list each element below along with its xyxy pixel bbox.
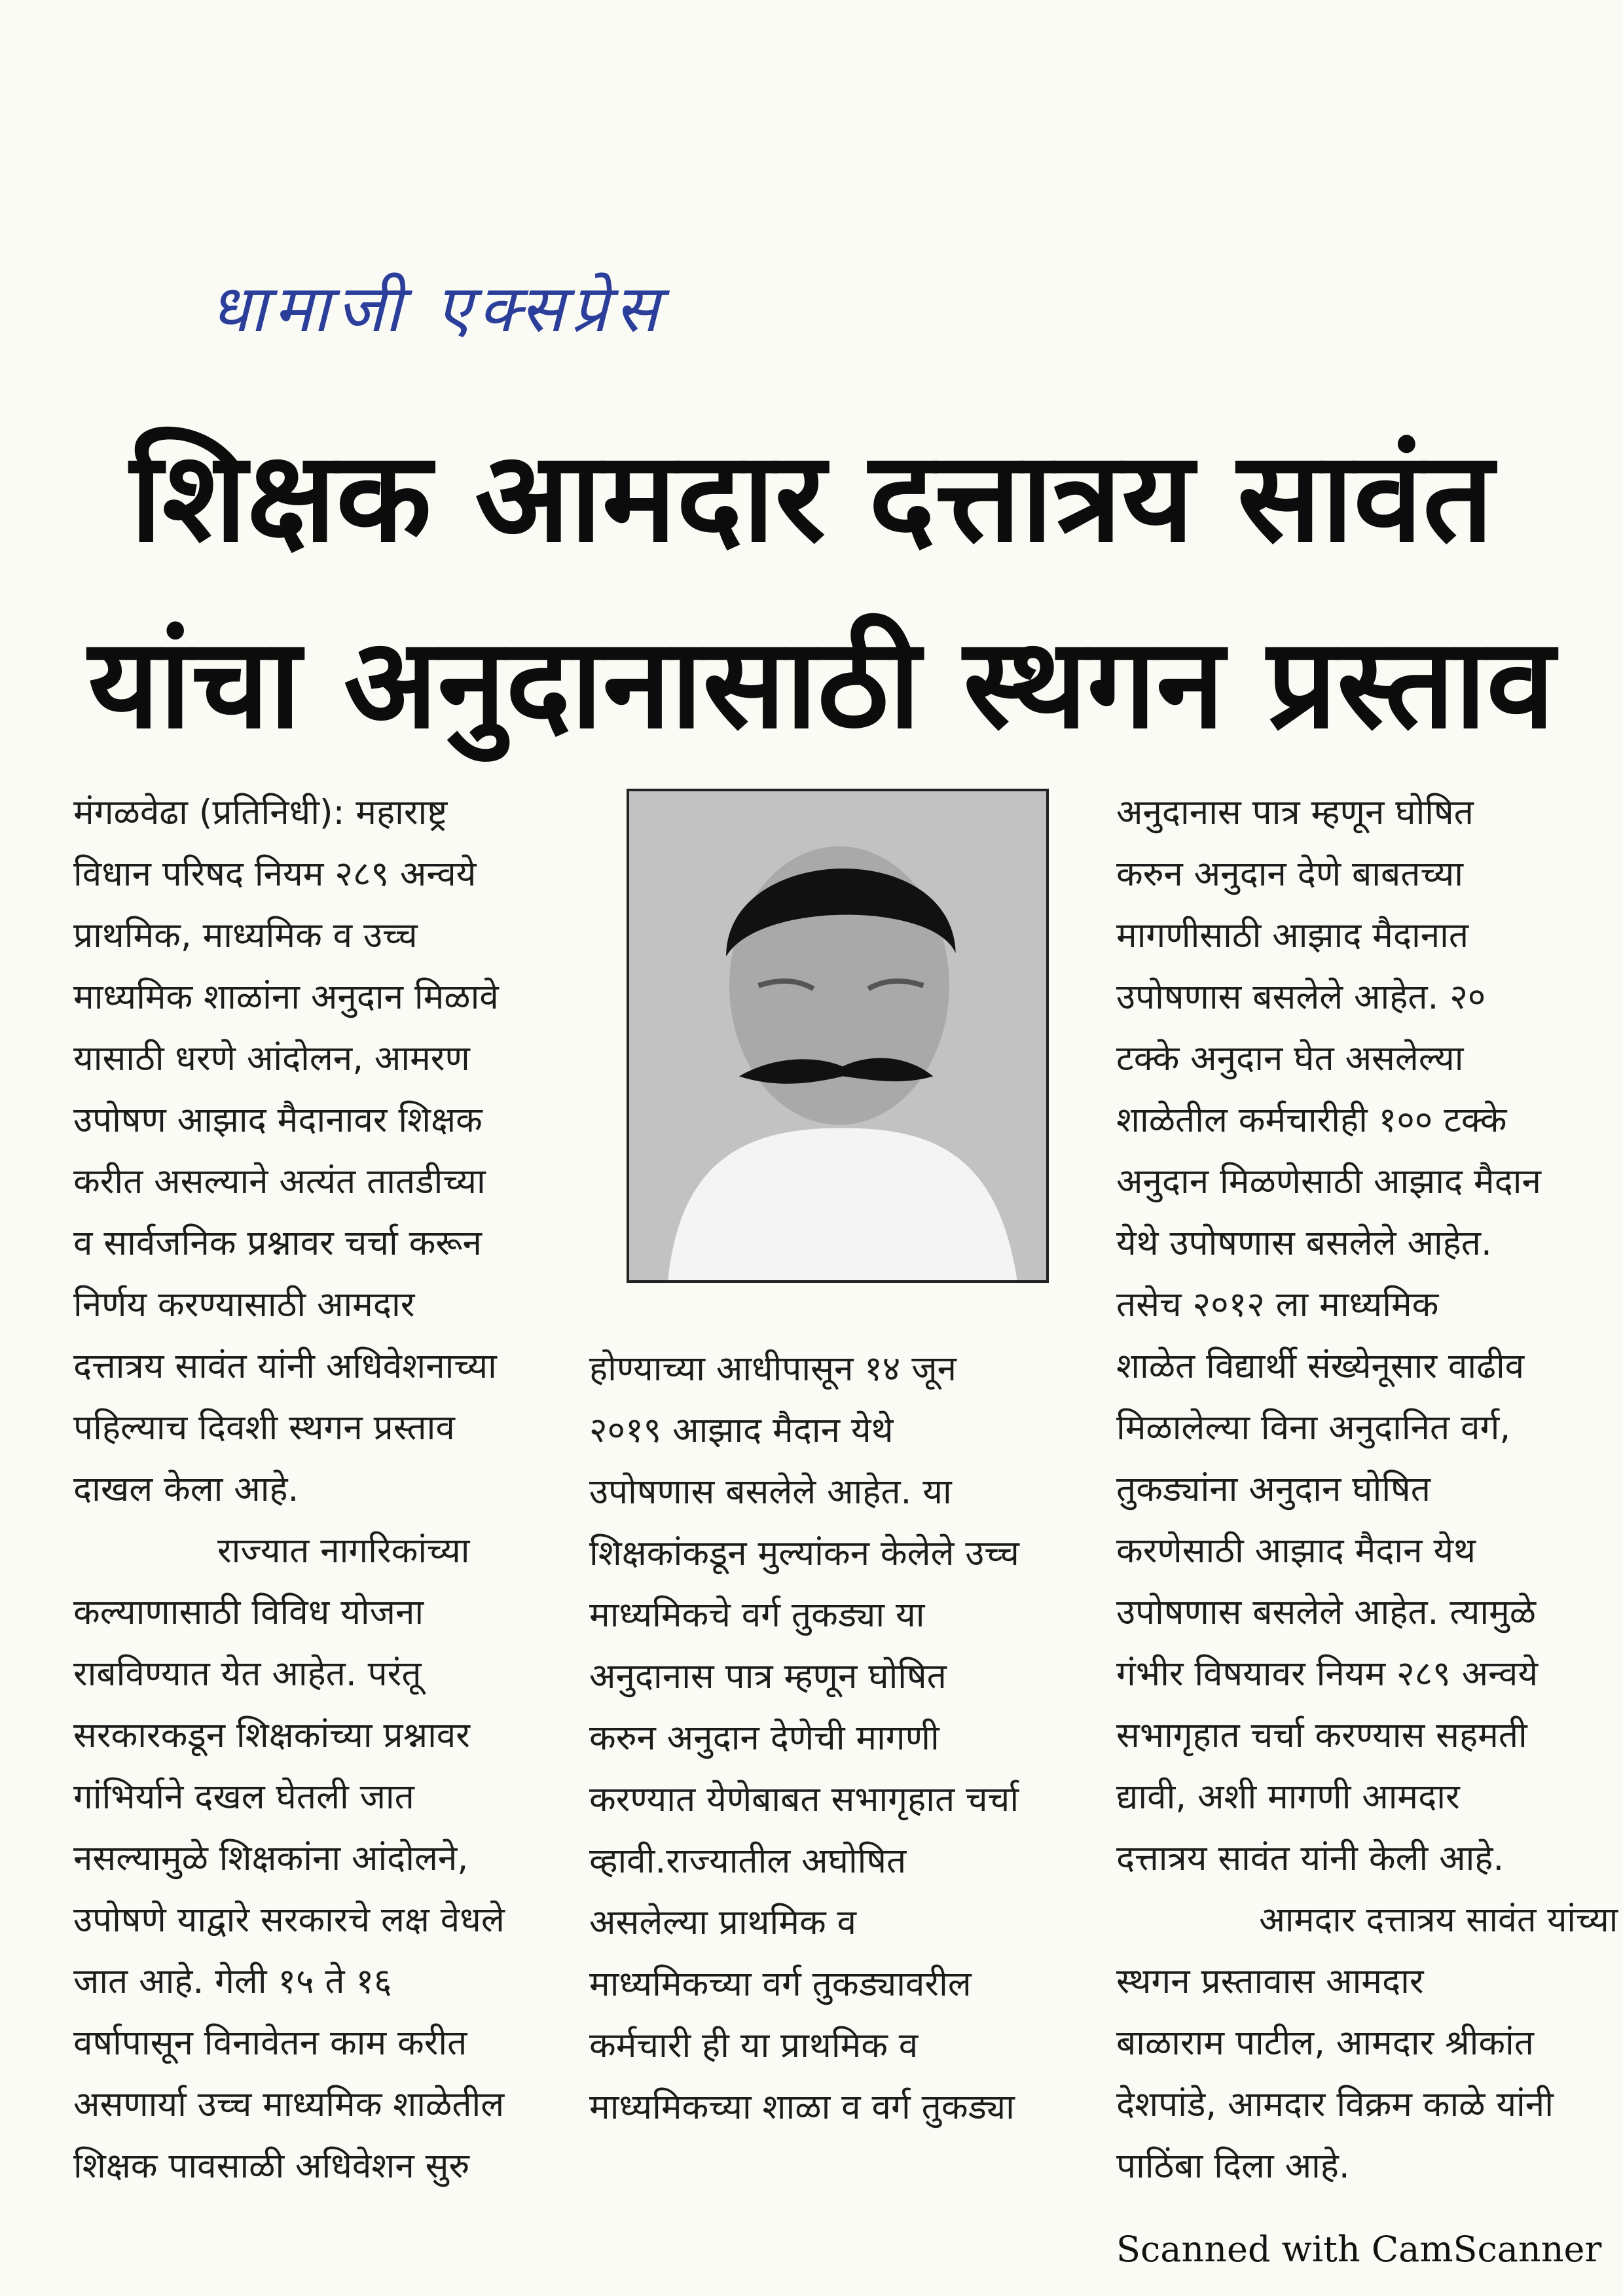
article-line: टक्के अनुदान घेत असलेल्या <box>1116 1039 1464 1079</box>
headline-line-1: शिक्षक आमदार दत्तात्रय सावंत <box>130 425 1494 569</box>
article-line: दाखल केला आहे. <box>73 1469 299 1509</box>
article-line: नसल्यामुळे शिक्षकांना आंदोलने, <box>73 1839 469 1878</box>
article-line: सरकारकडून शिक्षकांच्या प्रश्नावर <box>73 1715 470 1755</box>
portrait-photo <box>627 789 1049 1283</box>
masthead-handwritten: धामाजी एक्सप्रेस <box>210 270 666 347</box>
article-line: प्राथमिक, माध्यमिक व उच्च <box>73 916 418 956</box>
article-line: कर्मचारी ही या प्राथमिक व <box>589 2026 919 2066</box>
article-line: उपोषण आझाद मैदानावर शिक्षक <box>73 1100 483 1140</box>
article-line: स्थगन प्रस्तावास आमदार <box>1116 1962 1424 2001</box>
article-line: मागणीसाठी आझाद मैदानात <box>1116 916 1469 956</box>
article-line: तुकड्यांना अनुदान घोषित <box>1116 1469 1431 1509</box>
article-line: पहिल्याच दिवशी स्थगन प्रस्ताव <box>73 1408 455 1448</box>
article-line: अनुदानास पात्र म्हणून घोषित <box>589 1657 947 1696</box>
article-line: राबविण्यात येत आहेत. परंतू <box>73 1654 422 1694</box>
article-line: करुन अनुदान देणे बाबतच्या <box>1116 854 1463 894</box>
article-line: वर्षापासून विनावेतन काम करीत <box>73 2023 467 2063</box>
article-line: शिक्षकांकडून मुल्यांकन केलेले उच्च <box>589 1534 1019 1573</box>
article-line: गांभिर्याने दखल घेतली जात <box>73 1777 414 1817</box>
article-line: व्हावी.राज्यातील अघोषित <box>589 1841 907 1881</box>
article-line: उपोषणास बसलेले आहेत. २० <box>1116 977 1486 1017</box>
portrait-image <box>629 791 1046 1280</box>
article-line: आमदार दत्तात्रय सावंत यांच्या <box>1259 1900 1618 1940</box>
article-line: माध्यमिकच्या वर्ग तुकड्यावरील <box>589 1964 972 2004</box>
article-line: राज्यात नागरिकांच्या <box>217 1531 470 1571</box>
article-line: मिळालेल्या विना अनुदानित वर्ग, <box>1116 1408 1511 1448</box>
article-line: माध्यमिक शाळांना अनुदान मिळावे <box>73 977 499 1017</box>
article-line: करीत असल्याने अत्यंत तातडीच्या <box>73 1162 486 1202</box>
article-line: अनुदान मिळणेसाठी आझाद मैदान <box>1116 1162 1541 1202</box>
article-line: शिक्षक पावसाळी अधिवेशन सुरु <box>73 2146 470 2186</box>
article-line: २०१९ आझाद मैदान येथे <box>589 1410 894 1450</box>
article-line: उपोषणास बसलेले आहेत. या <box>589 1472 952 1512</box>
article-line: माध्यमिकचे वर्ग तुकड्या या <box>589 1595 925 1635</box>
article-line: अनुदानास पात्र म्हणून घोषित <box>1116 793 1474 833</box>
article-line: करण्यात येणेबाबत सभागृहात चर्चा <box>589 1780 1019 1820</box>
article-column-left <box>73 782 558 2197</box>
article-line: जात आहे. गेली १५ ते १६ <box>73 1962 392 2001</box>
article-line: सभागृहात चर्चा करण्यास सहमती <box>1116 1715 1527 1755</box>
article-line: असणार्या उच्च माध्यमिक शाळेतील <box>73 2085 505 2125</box>
article-line: गंभीर विषयावर नियम २८९ अन्वये <box>1116 1654 1539 1694</box>
article-line: देशपांडे, आमदार विक्रम काळे यांनी <box>1116 2085 1554 2125</box>
article-column-middle <box>589 1338 1074 2138</box>
article-line: होण्याच्या आधीपासून १४ जून <box>589 1349 957 1389</box>
article-line: मंगळवेढा (प्रतिनिधी): महाराष्ट्र <box>73 793 448 833</box>
headline-line-2: यांचा अनुदानासाठी स्थगन प्रस्ताव <box>88 611 1555 756</box>
article-line: करणेसाठी आझाद मैदान येथ <box>1116 1531 1476 1571</box>
article-line: तसेच २०१२ ला माध्यमिक <box>1116 1285 1439 1325</box>
scanner-watermark: Scanned with CamScanner <box>1116 2229 1602 2270</box>
article-line: बाळाराम पाटील, आमदार श्रीकांत <box>1116 2023 1534 2063</box>
article-line: करुन अनुदान देणेची मागणी <box>589 1718 939 1758</box>
article-line: येथे उपोषणास बसलेले आहेत. <box>1116 1223 1492 1263</box>
article-line: द्यावी, अशी मागणी आमदार <box>1116 1777 1460 1817</box>
article-line: उपोषणे याद्वारे सरकारचे लक्ष वेधले <box>73 1900 505 1940</box>
article-line: कल्याणासाठी विविध योजना <box>73 1592 424 1632</box>
article-line: शाळेत विद्यार्थी संख्येनूसार वाढीव <box>1116 1346 1525 1386</box>
article-line: असलेल्या प्राथमिक व <box>589 1903 856 1943</box>
article-line: विधान परिषद नियम २८९ अन्वये <box>73 854 477 894</box>
article-line: व सार्वजनिक प्रश्नावर चर्चा करून <box>73 1223 482 1263</box>
article-line: पाठिंबा दिला आहे. <box>1116 2146 1350 2186</box>
article-line: दत्तात्रय सावंत यांनी केली आहे. <box>1116 1839 1504 1878</box>
article-line: उपोषणास बसलेले आहेत. त्यामुळे <box>1116 1592 1537 1632</box>
article-line: शाळेतील कर्मचारीही १०० टक्के <box>1116 1100 1507 1140</box>
article-line: यासाठी धरणे आंदोलन, आमरण <box>73 1039 470 1079</box>
article-line: दत्तात्रय सावंत यांनी अधिवेशनाच्या <box>73 1346 497 1386</box>
article-column-right <box>1116 782 1620 2197</box>
article-line: निर्णय करण्यासाठी आमदार <box>73 1285 415 1325</box>
article-line: माध्यमिकच्या शाळा व वर्ग तुकड्या <box>589 2087 1015 2127</box>
